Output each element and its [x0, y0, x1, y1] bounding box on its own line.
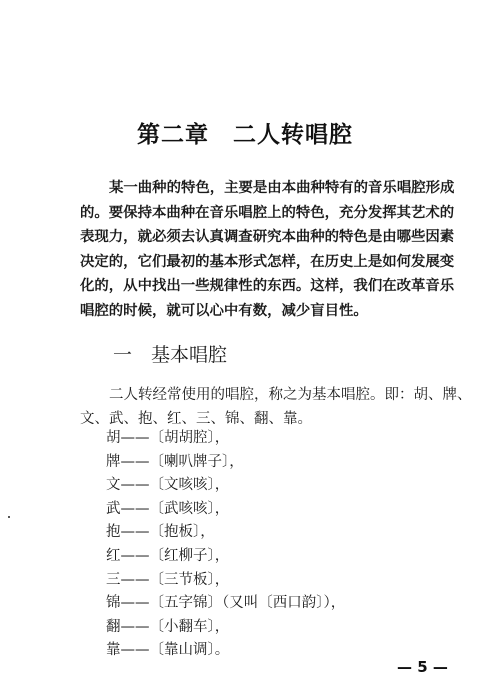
- intro-line: 表现力，就必须去认真调查研究本曲种的特色是由哪些因素: [80, 229, 455, 246]
- list-item: 文——〔文咳咳〕，: [106, 477, 230, 494]
- list-item: 红——〔红柳子〕，: [106, 547, 230, 564]
- intro-line: 的。要保持本曲种在音乐唱腔上的特色，充分发挥其艺术的: [80, 204, 455, 221]
- body-line: 二人转经常使用的唱腔，称之为基本唱腔。即：胡、牌、: [109, 387, 472, 403]
- list-item: 胡——〔胡胡腔〕，: [106, 430, 230, 446]
- intro-line: 决定的，它们最初的基本形式怎样，在历史上是如何发展变: [80, 253, 455, 270]
- scan-speck: [8, 516, 10, 518]
- list-item: 锦——〔五字锦〕（又叫〔西口韵〕），: [106, 595, 346, 612]
- section-heading: 一 基本唱腔: [113, 344, 228, 366]
- list-item: 牌——〔喇叭牌子〕，: [106, 453, 244, 470]
- intro-line: 某一曲种的特色，主要是由本曲种特有的音乐唱腔形成: [109, 180, 455, 196]
- page-number: — 5 —: [397, 658, 448, 676]
- body-paragraph: [80, 384, 472, 431]
- intro-line: 唱腔的时候，就可以心中有数，减少盲目性。: [80, 302, 368, 319]
- list-item: 武——〔武咳咳〕，: [106, 500, 230, 517]
- list-item: 靠——〔靠山调〕。: [106, 642, 230, 659]
- intro-line: 化的，从中找出一些规律性的东西。这样，我们在改革音乐: [80, 278, 455, 295]
- list-item: 抱——〔抱板〕，: [106, 524, 215, 541]
- intro-paragraph: [80, 176, 455, 324]
- list-item: 翻——〔小翻车〕，: [106, 618, 230, 635]
- chapter-title: 第二章 二人转唱腔: [137, 122, 353, 148]
- tune-list: [106, 427, 345, 663]
- body-line: 文、武、抱、红、三、锦、翻、靠。: [80, 410, 312, 427]
- list-item: 三——〔三节板〕，: [106, 571, 230, 588]
